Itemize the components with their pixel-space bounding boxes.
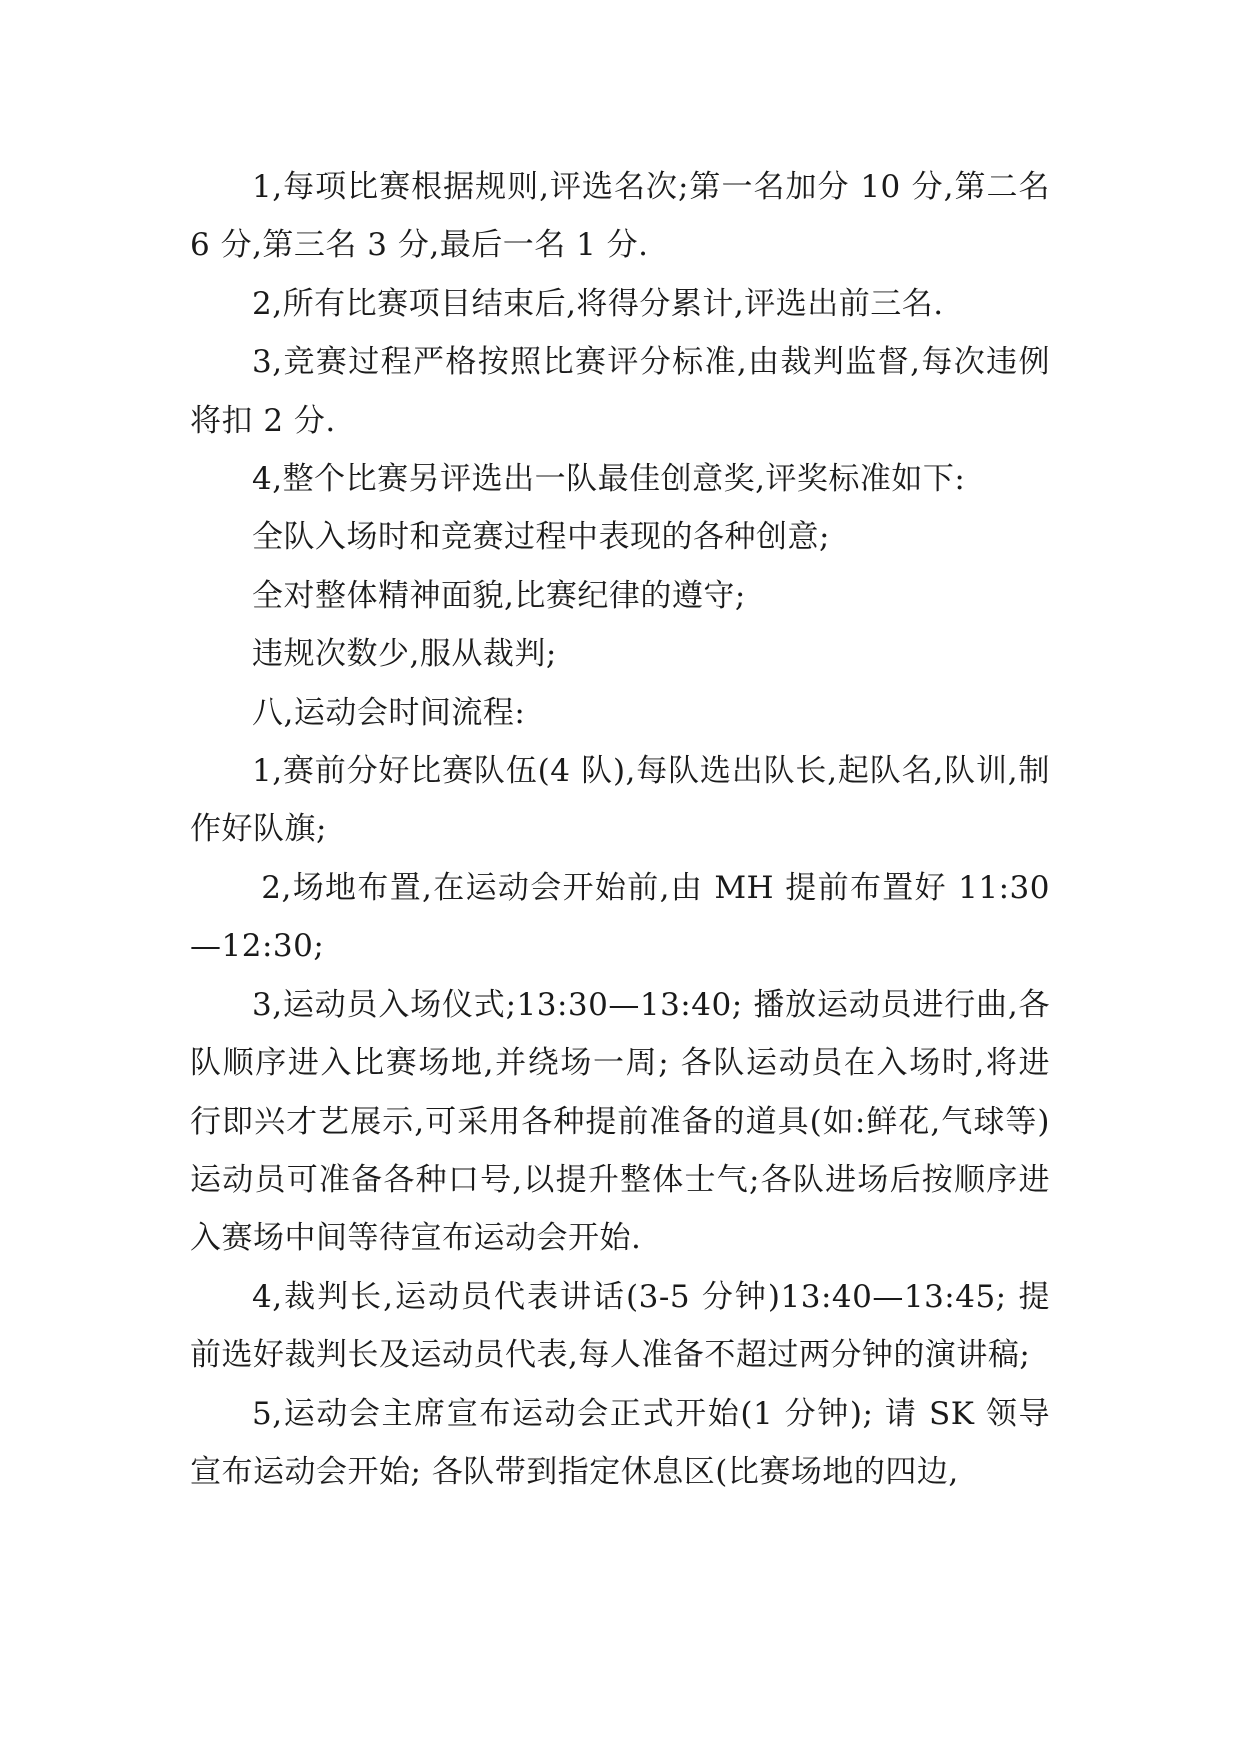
criteria-item-1: 全队入场时和竞赛过程中表现的各种创意; — [252, 519, 830, 556]
rule-paragraph-4: 4,整个比赛另评选出一队最佳创意奖,评奖标准如下: — [252, 461, 966, 498]
rule-paragraph-1: 1,每项比赛根据规则,评选名次;第一名加分 10 分,第二名 6 分,第三名 3 分,最后一名 1 分. — [190, 169, 1050, 264]
criteria-item-3: 违规次数少,服从裁判; — [252, 636, 557, 673]
schedule-paragraph-2: 2,场地布置,在运动会开始前,由 MH 提前布置好 11:30—12:30; — [190, 869, 1050, 965]
schedule-paragraph-4: 4,裁判长,运动员代表讲话(3-5 分钟)13:40—13:45; 提前选好裁判长及运动员代表,每人准备不超过两分钟的演讲稿; — [190, 1278, 1050, 1374]
rule-paragraph-2: 2,所有比赛项目结束后,将得分累计,评选出前三名. — [252, 285, 944, 322]
section-heading: 八,运动会时间流程: — [252, 694, 526, 731]
document-body — [190, 158, 1050, 1501]
schedule-paragraph-3: 3,运动员入场仪式;13:30—13:40; 播放运动员进行曲,各队顺序进入比赛场地,并绕场一周; 各队运动员在入场时,将进行即兴才艺展示,可采用各种提前准备的道具(如:鲜花,气球等) 运动员可准备各种口号,以提升整体士气;各队进场后按顺序进入赛场中间等待宣布运动会开始. — [190, 986, 1050, 1257]
rule-paragraph-3: 3,竞赛过程严格按照比赛评分标准,由裁判监督,每次违例将扣 2 分. — [190, 344, 1050, 439]
criteria-item-2: 全对整体精神面貌,比赛纪律的遵守; — [252, 577, 746, 614]
schedule-paragraph-1: 1,赛前分好比赛队伍(4 队),每队选出队长,起队名,队训,制作好队旗; — [190, 753, 1050, 848]
schedule-paragraph-5: 5,运动会主席宣布运动会正式开始(1 分钟); 请 SK 领导宣布运动会开始; 各队带到指定休息区(比赛场地的四边, — [190, 1395, 1050, 1490]
